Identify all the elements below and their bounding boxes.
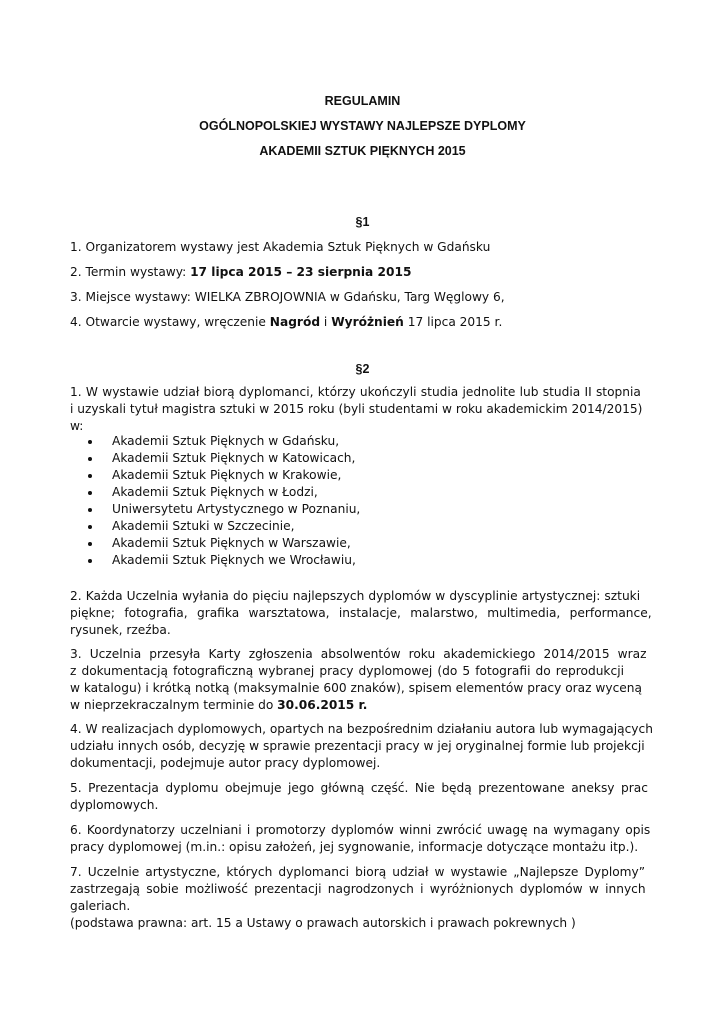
university-name: Akademii Sztuk Pięknych we Wrocławiu, — [112, 553, 356, 567]
s2-point-4-line-3: dokumentacji, podejmuje autor pracy dyplomowej. — [70, 756, 381, 770]
bullet-icon — [88, 525, 92, 529]
s1-point-3: 3. Miejsce wystawy: WIELKA ZBROJOWNIA w Gdańsku, Targ Węglowy 6, — [70, 290, 505, 304]
s2-point-4-line-2: udziału innych osób, decyzję w sprawie prezentacji pracy w jej oryginalnej formie lub projekcji — [70, 739, 645, 753]
s2-point-2-line-2: piękne; fotografia, grafika warsztatowa, instalacje, malarstwo, multimedia, performance, — [70, 606, 652, 620]
document-subtitle-2: AKADEMII SZTUK PIĘKNYCH 2015 — [259, 144, 466, 158]
bullet-icon — [88, 559, 92, 563]
s2-point-7-line-3: galeriach. — [70, 899, 131, 913]
section-2-heading: §2 — [355, 362, 370, 376]
deadline-date: 30.06.2015 r. — [277, 698, 368, 712]
bullet-icon — [88, 440, 92, 444]
list-item — [70, 535, 630, 552]
bullet-icon — [88, 542, 92, 546]
s2-point-7-line-2: zastrzegają sobie możliwość prezentacji nagrodzonych i wyróżnionych dyplomów w innych — [70, 882, 646, 896]
list-item — [70, 518, 630, 535]
s2-point-3-line-1: 3. Uczelnia przesyła Karty zgłoszenia absolwentów roku akademickiego 2014/2015 wraz — [70, 647, 647, 661]
s1-point-4-label: 4. Otwarcie wystawy, wręczenie — [70, 315, 270, 329]
document-title: REGULAMIN — [324, 94, 401, 108]
s2-point-3-deadline-label: w nieprzekraczalnym terminie do — [70, 698, 278, 712]
bullet-icon — [88, 508, 92, 512]
list-item — [70, 552, 630, 569]
university-name: Akademii Sztuk Pięknych w Krakowie, — [112, 468, 342, 482]
university-name: Akademii Sztuk Pięknych w Gdańsku, — [112, 434, 340, 448]
bullet-icon — [88, 474, 92, 478]
exhibition-dates: 17 lipca 2015 – 23 sierpnia 2015 — [190, 265, 412, 279]
university-name: Uniwersytetu Artystycznego w Poznaniu, — [112, 502, 361, 516]
university-name: Akademii Sztuk Pięknych w Katowicach, — [112, 451, 356, 465]
s2-point-3-line-3: w katalogu) i krótką notką (maksymalnie 600 znaków), spisem elementów pracy oraz wyceną — [70, 681, 642, 695]
awards-word: Nagród — [269, 315, 321, 329]
s2-point-1-line-1: 1. W wystawie udział biorą dyplomanci, którzy ukończyli studia jednolite lub studia II stopnia — [70, 385, 641, 399]
bullet-icon — [88, 457, 92, 461]
list-item — [70, 484, 630, 501]
s1-point-2-label: 2. Termin wystawy: — [70, 265, 191, 279]
legal-basis-note: (podstawa prawna: art. 15 a Ustawy o prawach autorskich i prawach pokrewnych ) — [70, 916, 576, 930]
s2-point-5-line-2: dyplomowych. — [70, 798, 159, 812]
s2-point-6-line-2: pracy dyplomowej (m.in.: opisu założeń, jej sygnowanie, informacje dotyczące montażu itp.). — [70, 840, 639, 854]
s1-point-4 — [70, 314, 660, 331]
conjunction: i — [320, 315, 332, 329]
s2-point-4-line-1: 4. W realizacjach dyplomowych, opartych na bezpośrednim działaniu autora lub wymagających — [70, 722, 653, 736]
list-item — [70, 501, 630, 518]
s2-point-3-line-4 — [70, 697, 660, 714]
opening-date: 17 lipca 2015 r. — [403, 315, 503, 329]
s2-point-1-line-3: w: — [70, 419, 84, 433]
university-name: Akademii Sztuk Pięknych w Warszawie, — [112, 536, 351, 550]
s2-point-3-line-2: z dokumentacją fotograficzną wybranej pracy dyplomowej (do 5 fotografii do reprodukcji — [70, 664, 624, 678]
university-list — [70, 433, 630, 569]
university-name: Akademii Sztuki w Szczecinie, — [112, 519, 295, 533]
s2-point-7-line-1: 7. Uczelnie artystyczne, których dyplomanci biorą udział w wystawie „Najlepsze Dyplomy” — [70, 865, 646, 879]
s2-point-5-line-1: 5. Prezentacja dyplomu obejmuje jego główną część. Nie będą prezentowane aneksy prac — [70, 781, 648, 795]
university-name: Akademii Sztuk Pięknych w Łodzi, — [112, 485, 318, 499]
list-item — [70, 433, 630, 450]
s1-point-2 — [70, 264, 660, 281]
s2-point-6-line-1: 6. Koordynatorzy uczelniani i promotorzy dyplomów winni zwrócić uwagę na wymagany opis — [70, 823, 651, 837]
s2-point-1-line-2: i uzyskali tytuł magistra sztuki w 2015 roku (byli studentami w roku akademickim 2014/2015) — [70, 402, 643, 416]
s2-point-2-line-3: rysunek, rzeźba. — [70, 623, 171, 637]
s1-point-1: 1. Organizatorem wystawy jest Akademia Sztuk Pięknych w Gdańsku — [70, 240, 491, 254]
bullet-icon — [88, 491, 92, 495]
section-1-heading: §1 — [355, 215, 370, 229]
list-item — [70, 467, 630, 484]
distinctions-word: Wyróżnień — [331, 315, 404, 329]
s2-point-2-line-1: 2. Każda Uczelnia wyłania do pięciu najlepszych dyplomów w dyscyplinie artystycznej: sztuki — [70, 589, 641, 603]
list-item — [70, 450, 630, 467]
document-subtitle: OGÓLNOPOLSKIEJ WYSTAWY NAJLEPSZE DYPLOMY — [199, 119, 526, 133]
